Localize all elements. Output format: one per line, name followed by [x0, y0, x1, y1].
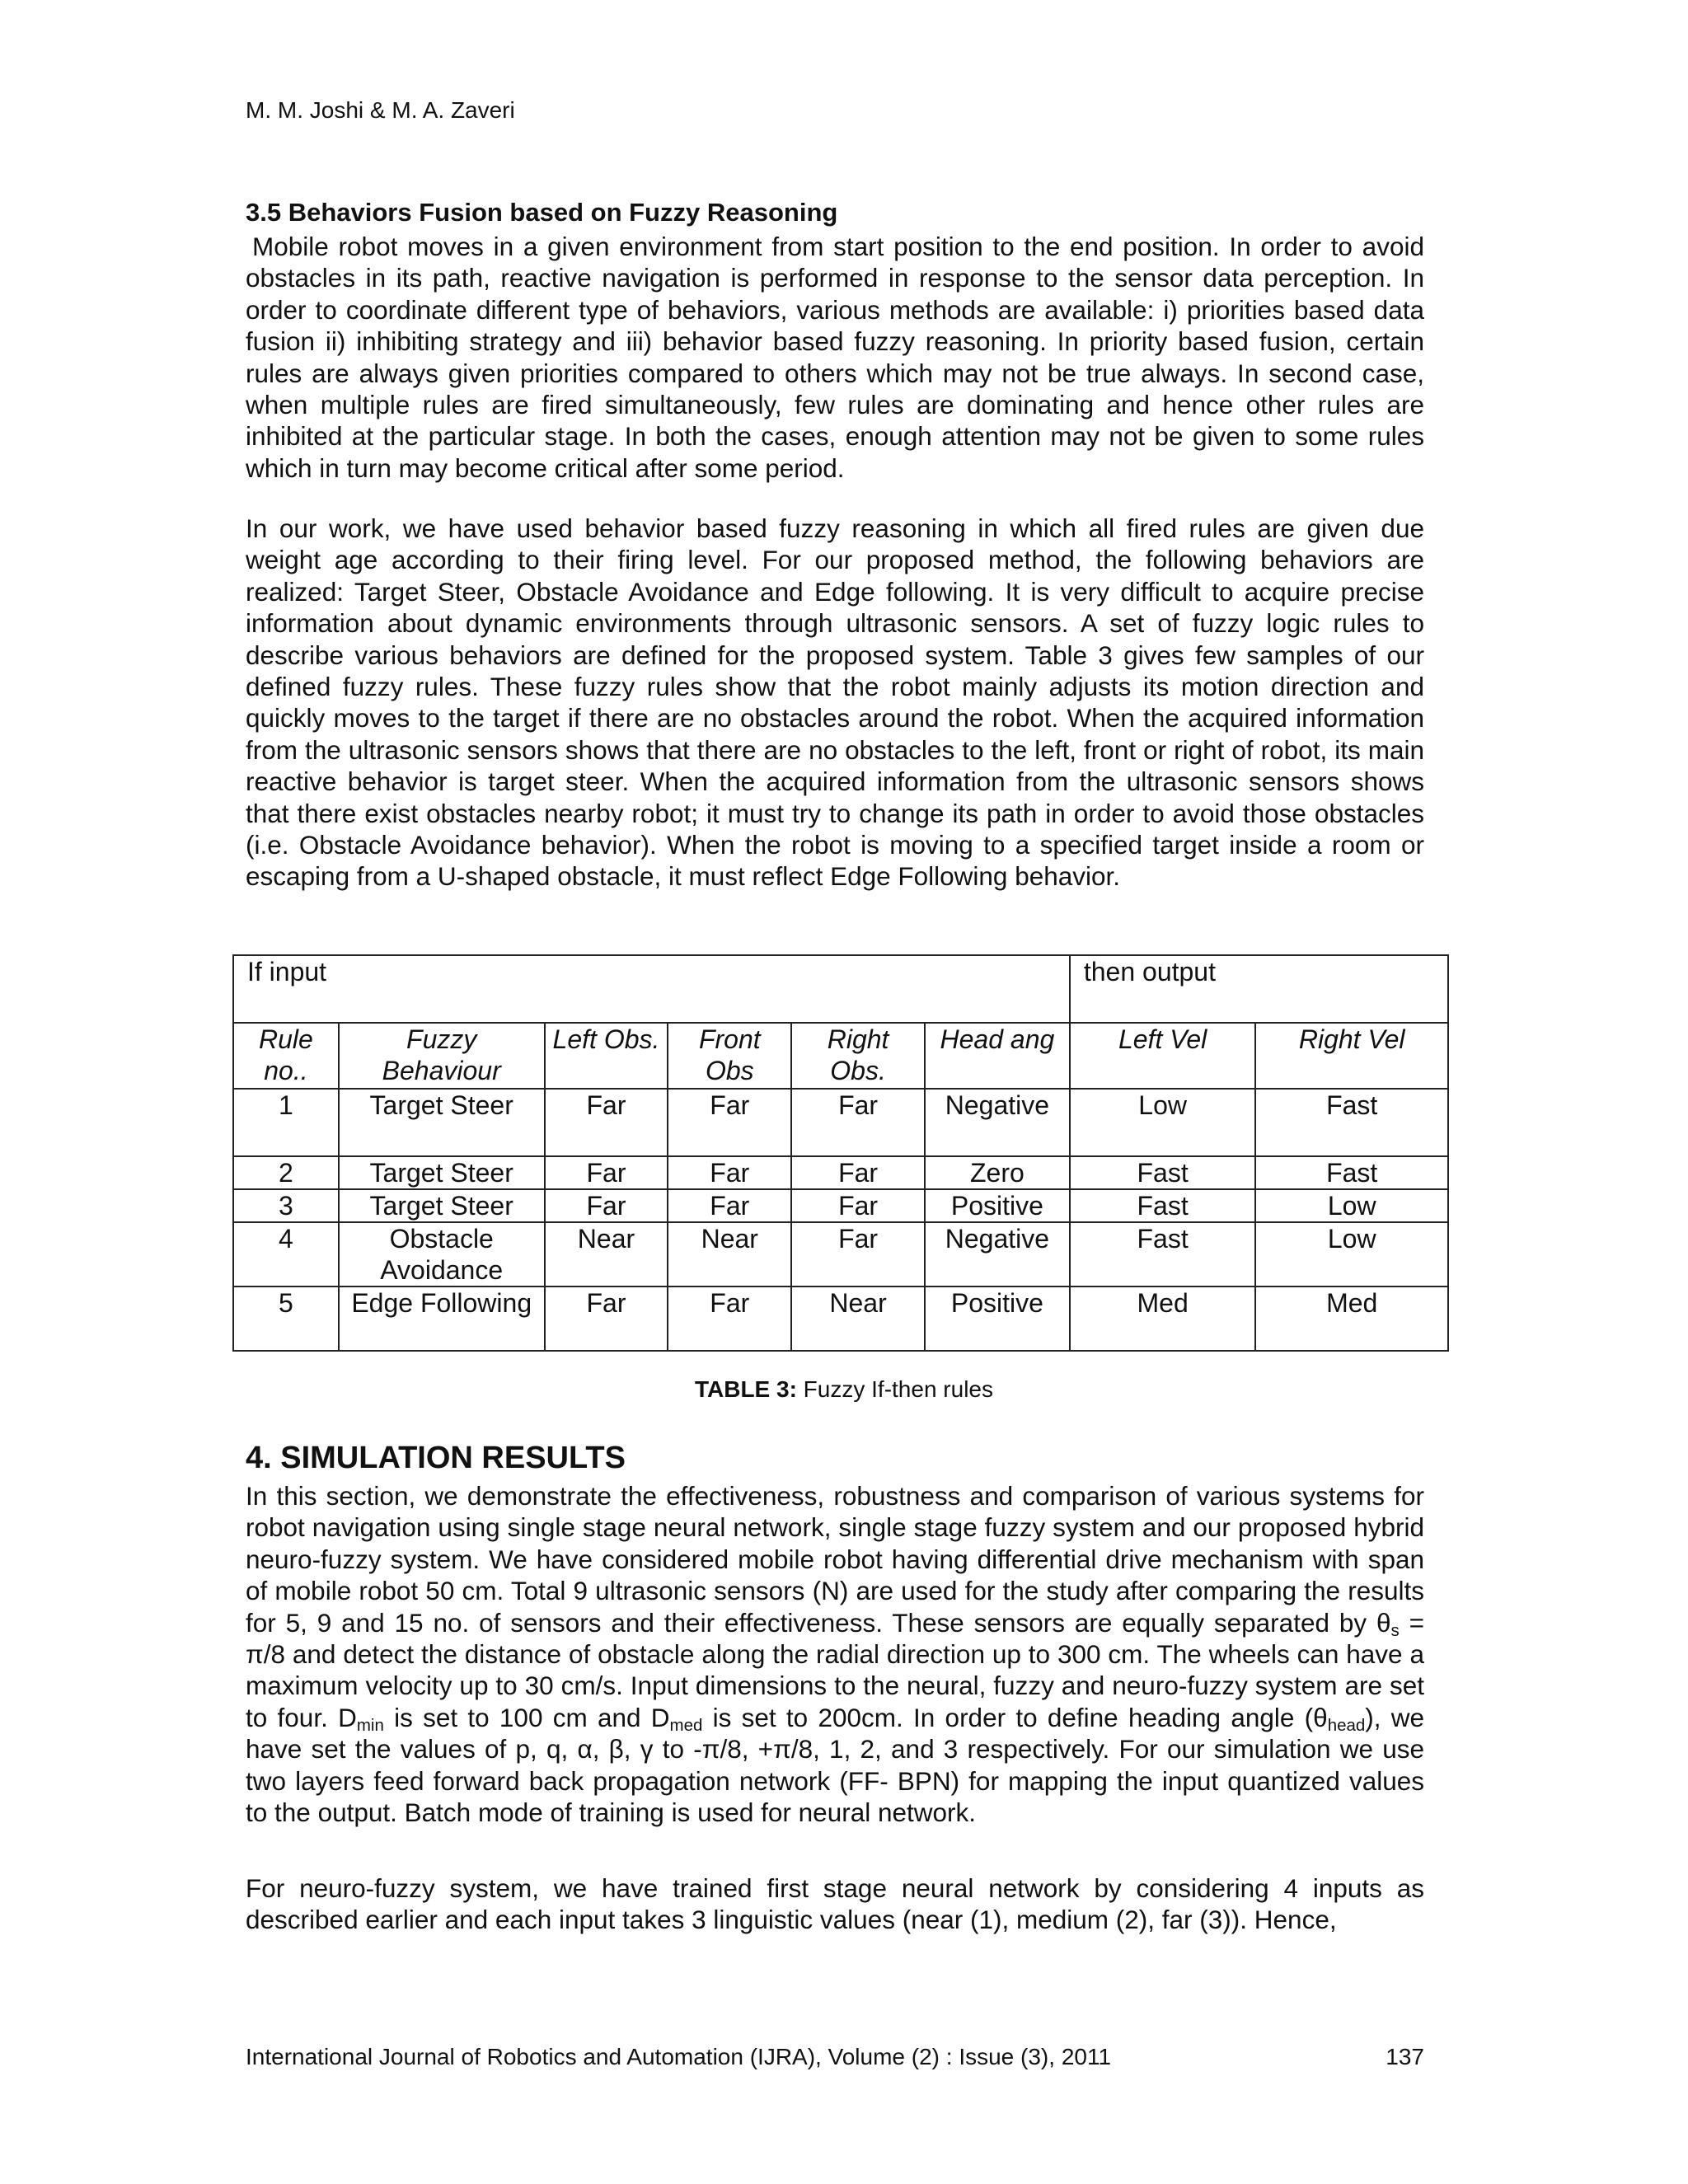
then-output-header: then output	[1070, 955, 1448, 1023]
col-header-fuzzy-behaviour: Fuzzy Behaviour	[339, 1023, 545, 1089]
col-header-rule-no: Rule no..	[233, 1023, 339, 1089]
text-run: is set to 200cm. In order to define heading angle (θ	[702, 1702, 1328, 1732]
table-cell: 1	[233, 1089, 339, 1156]
text-run: = π/8 and detect the distance of obstacle along the radial direction up to 300 cm. The wheels can have a maximum velocity up to 30 cm/s. Input dimensions to the neural, fuzzy and neuro-fuzzy system are set to four. D	[246, 1607, 1424, 1732]
col-header-head-ang: Head ang	[925, 1023, 1070, 1089]
table-cell: Positive	[925, 1286, 1070, 1351]
table-cell: Far	[545, 1286, 668, 1351]
table-cell: Negative	[925, 1089, 1070, 1156]
table-cell: Far	[668, 1286, 791, 1351]
col-header-right-vel: Right Vel	[1255, 1023, 1448, 1089]
if-input-header: If input	[233, 955, 1070, 1023]
table-cell: Fast	[1070, 1222, 1256, 1286]
table-cell: Far	[791, 1189, 925, 1222]
text-run: In this section, we demonstrate the effectiveness, robustness and comparison of various systems for robot navigation using single stage neural network, single stage fuzzy system and our proposed hybrid neuro-fuzzy system. We have considered mobile robot having differential drive mechanism with span of mobile robot 50 cm. Total 9 ultrasonic sensors (N) are used for the study after comparing the results for 5, 9 and 15 no. of sensors and their effectiveness. These sensors are equally separated by θ	[246, 1481, 1424, 1638]
table-row	[233, 1156, 1448, 1189]
paragraph-simulation-setup	[246, 1480, 1424, 1828]
table-cell: 3	[233, 1189, 339, 1222]
table-cell: Negative	[925, 1222, 1070, 1286]
table-cell: Low	[1255, 1189, 1448, 1222]
table-cell: Far	[545, 1156, 668, 1189]
table-cell: Fast	[1255, 1156, 1448, 1189]
footer-journal: International Journal of Robotics and Automation (IJRA), Volume (2) : Issue (3), 2011	[246, 2044, 1112, 2069]
table-caption-label: TABLE 3:	[694, 1376, 797, 1402]
section-title-3-5: 3.5 Behaviors Fusion based on Fuzzy Reasoning	[246, 198, 838, 227]
col-header-left-vel: Left Vel	[1070, 1023, 1256, 1089]
table-cell: Edge Following	[339, 1286, 545, 1351]
table-cell: Fast	[1070, 1189, 1256, 1222]
table-group-header-row	[233, 955, 1448, 1023]
table-cell: Med	[1255, 1286, 1448, 1351]
table-cell: Near	[545, 1222, 668, 1286]
table-row	[233, 1222, 1448, 1286]
table-cell: 4	[233, 1222, 339, 1286]
table-row	[233, 1189, 1448, 1222]
subscript-head: head	[1327, 1715, 1366, 1735]
table-caption	[0, 1376, 1688, 1403]
col-header-right-obs: Right Obs.	[791, 1023, 925, 1089]
table-row	[233, 1089, 1448, 1156]
subscript-med: med	[669, 1715, 703, 1735]
col-header-left-obs: Left Obs.	[545, 1023, 668, 1089]
table-cell: Target Steer	[339, 1089, 545, 1156]
table-cell: Far	[668, 1156, 791, 1189]
text-run: is set to 100 cm and D	[383, 1702, 670, 1732]
table-cell: Low	[1255, 1222, 1448, 1286]
page-number: 137	[1386, 2044, 1424, 2069]
table-cell: Med	[1070, 1286, 1256, 1351]
table-cell: Far	[545, 1089, 668, 1156]
table-caption-text: Fuzzy If-then rules	[796, 1376, 993, 1402]
fuzzy-rules-table	[232, 954, 1449, 1352]
table-row	[233, 1286, 1448, 1351]
table-cell: Obstacle Avoidance	[339, 1222, 545, 1286]
paragraph-neuro-fuzzy: For neuro-fuzzy system, we have trained first stage neural network by considering 4 inputs as described earlier and each input takes 3 linguistic values (near (1), medium (2), far (3)). Hence,	[246, 1873, 1424, 1935]
table-cell: Positive	[925, 1189, 1070, 1222]
table-cell: Near	[791, 1286, 925, 1351]
table-cell: Far	[791, 1156, 925, 1189]
table-cell: Fast	[1070, 1156, 1256, 1189]
col-header-front-obs: Front Obs	[668, 1023, 791, 1089]
table-cell: 2	[233, 1156, 339, 1189]
table-cell: Far	[545, 1189, 668, 1222]
table-column-header-row	[233, 1023, 1448, 1089]
table-cell: 5	[233, 1286, 339, 1351]
table-cell: Low	[1070, 1089, 1256, 1156]
table-cell: Far	[791, 1222, 925, 1286]
table-cell: Target Steer	[339, 1189, 545, 1222]
table-cell: Target Steer	[339, 1156, 545, 1189]
section-title-simulation-results: 4. SIMULATION RESULTS	[246, 1441, 626, 1475]
table-cell: Fast	[1255, 1089, 1448, 1156]
table-cell: Far	[668, 1089, 791, 1156]
running-header-authors: M. M. Joshi & M. A. Zaveri	[246, 97, 515, 123]
text-run: ), we have set the values of p, q, α, β, γ to -π/8, +π/8, 1, 2, and 3 respectively. For our simulation we use two layers feed forward back propagation network (FF- BPN) for mapping the input quantized values to the output. Batch mode of training is used for neural network.	[246, 1702, 1425, 1828]
table-cell: Near	[668, 1222, 791, 1286]
table-cell: Far	[668, 1189, 791, 1222]
subscript-min: min	[356, 1715, 384, 1735]
table-cell: Far	[791, 1089, 925, 1156]
paragraph-our-work: In our work, we have used behavior based fuzzy reasoning in which all fired rules are given due weight age according to their firing level. For our proposed method, the following behaviors are realized: Target Steer, Obstacle Avoidance and Edge following. It is very difficult to acquire precise information about dynamic environments through ultrasonic sensors. A set of fuzzy logic rules to describe various behaviors are defined for the proposed system. Table 3 gives few samples of our defined fuzzy rules. These fuzzy rules show that the robot mainly adjusts its motion direction and quickly moves to the target if there are no obstacles around the robot. When the acquired information from the ultrasonic sensors shows that there are no obstacles to the left, front or right of robot, its main reactive behavior is target steer. When the acquired information from the ultrasonic sensors shows that there exist obstacles nearby robot; it must try to change its path in order to avoid those obstacles (i.e. Obstacle Avoidance behavior). When the robot is moving to a specified target inside a room or escaping from a U-shaped obstacle, it must reflect Edge Following behavior.	[246, 513, 1424, 892]
table-cell: Zero	[925, 1156, 1070, 1189]
subscript-s: s	[1390, 1620, 1400, 1640]
paragraph-behaviors-fusion: Mobile robot moves in a given environment from start position to the end position. In order to avoid obstacles in its path, reactive navigation is performed in response to the sensor data perception. In order to coordinate different type of behaviors, various methods are available: i) priorities based data fusion ii) inhibiting strategy and iii) behavior based fuzzy reasoning. In priority based fusion, certain rules are always given priorities compared to others which may not be true always. In second case, when multiple rules are fired simultaneously, few rules are dominating and hence other rules are inhibited at the particular stage. In both the cases, enough attention may not be given to some rules which in turn may become critical after some period.	[246, 232, 1424, 483]
